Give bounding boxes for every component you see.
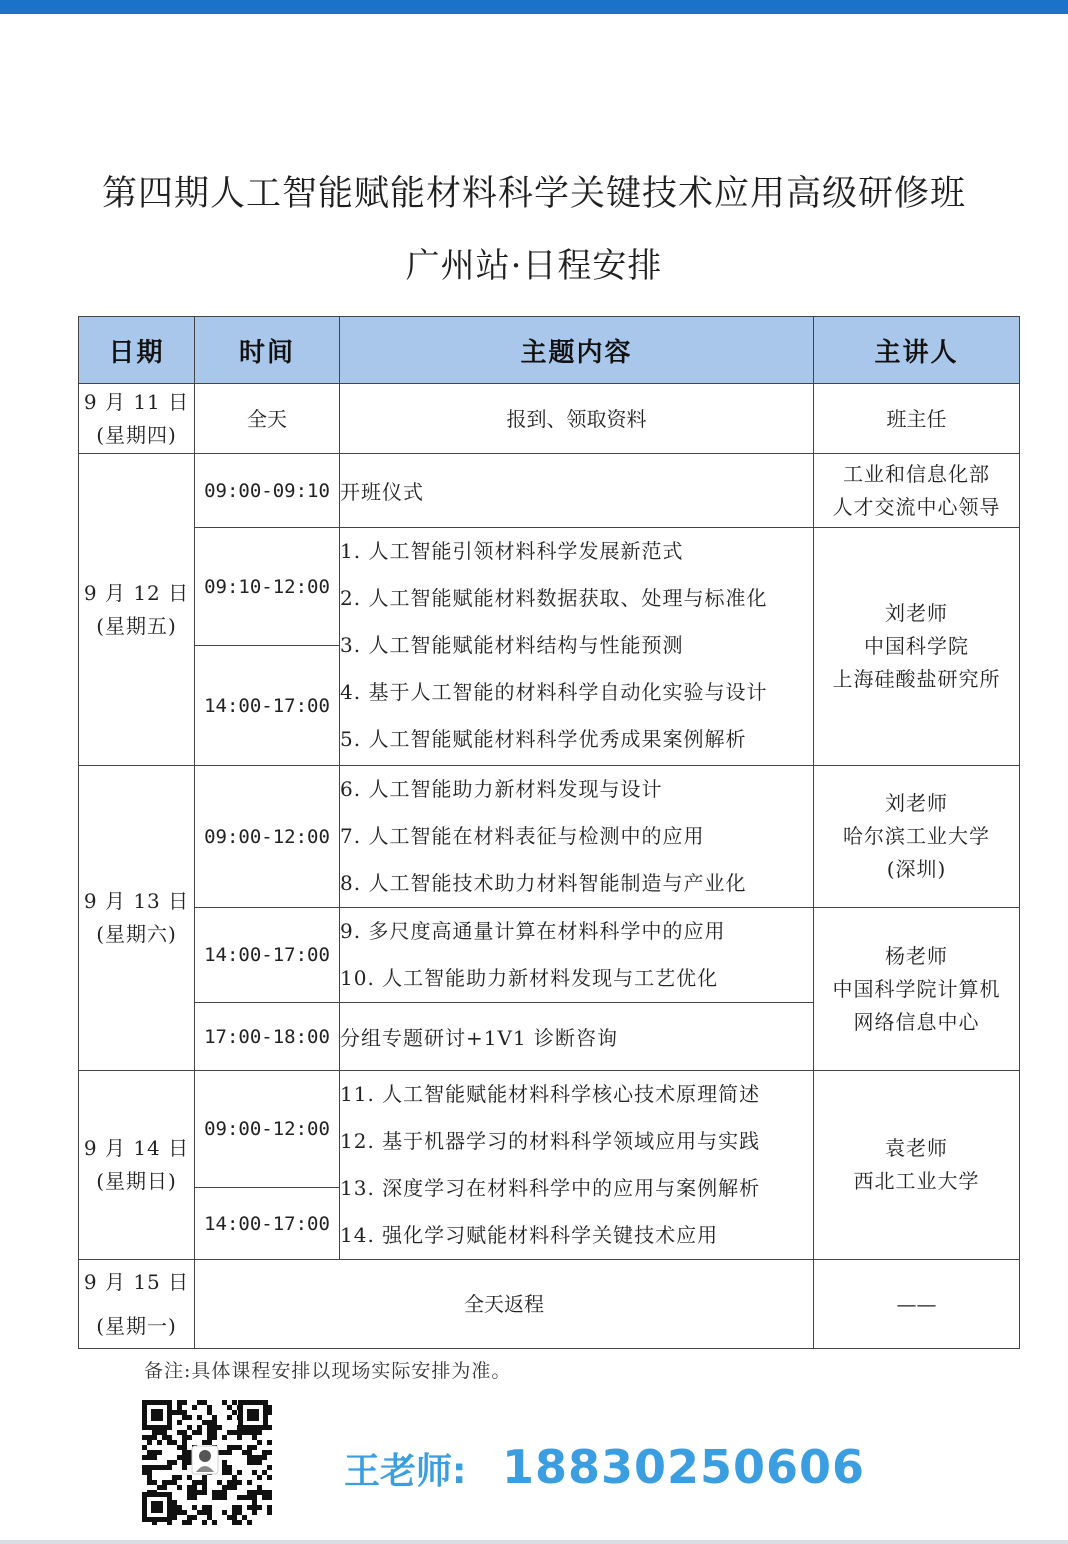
weekday-label: (星期五) (96, 613, 177, 638)
topic-item: 11. 人工智能赋能材料科学核心技术原理简述 (340, 1082, 761, 1106)
header-date: 日期 (79, 317, 195, 384)
speaker-cell: 班主任 (814, 384, 1020, 454)
speaker-line: (深圳) (886, 857, 947, 881)
topic-list-cell (340, 1071, 814, 1260)
topic-item: 7. 人工智能在材料表征与检测中的应用 (340, 824, 705, 848)
schedule-note: 备注:具体课程安排以现场实际安排为准。 (144, 1360, 512, 1382)
table-row (79, 908, 1020, 1003)
date-label: 9 月 11 日 (83, 389, 190, 414)
table-row (79, 1260, 1020, 1349)
table-row (79, 528, 1020, 646)
topic-list-cell (340, 908, 814, 1003)
time-cell: 14:00-17:00 (195, 1188, 340, 1260)
top-accent-bar (0, 0, 1068, 14)
speaker-cell (814, 528, 1020, 766)
date-cell (79, 454, 195, 766)
weekday-label: (星期一) (96, 1314, 177, 1338)
topic-item: 8. 人工智能技术助力材料智能制造与产业化 (340, 871, 747, 895)
speaker-line: 袁老师 (885, 1136, 948, 1160)
topic-item: 12. 基于机器学习的材料科学领域应用与实践 (340, 1129, 761, 1153)
speaker-line: 网络信息中心 (853, 1009, 980, 1034)
speaker-line: 西北工业大学 (853, 1169, 980, 1193)
topic-item: 14. 强化学习赋能材料科学关键技术应用 (340, 1223, 719, 1247)
page-title: 第四期人工智能赋能材料科学关键技术应用高级研修班 (101, 174, 966, 214)
speaker-line: 中国科学院计算机 (832, 976, 1001, 1001)
topic-list-cell (340, 766, 814, 908)
qr-code-icon (138, 1396, 272, 1526)
time-cell: 14:00-17:00 (195, 908, 340, 1003)
date-cell (79, 1260, 195, 1349)
date-cell (79, 384, 195, 454)
speaker-cell (814, 908, 1020, 1071)
topic-item: 6. 人工智能助力新材料发现与设计 (340, 777, 663, 801)
topic-item: 3. 人工智能赋能材料结构与性能预测 (340, 633, 684, 657)
topic-item: 4. 基于人工智能的材料科学自动化实验与设计 (340, 680, 768, 704)
table-row (79, 766, 1020, 908)
time-cell: 14:00-17:00 (195, 646, 340, 766)
time-cell: 17:00-18:00 (195, 1003, 340, 1071)
speaker-line: 刘老师 (885, 601, 948, 625)
topic-item: 5. 人工智能赋能材料科学优秀成果案例解析 (340, 727, 747, 751)
topic-item: 2. 人工智能赋能材料数据获取、处理与标准化 (340, 586, 768, 610)
speaker-line: 刘老师 (885, 791, 948, 815)
table-row (79, 454, 1020, 528)
topic-item: 10. 人工智能助力新材料发现与工艺优化 (340, 966, 719, 990)
topic-cell: 报到、领取资料 (340, 384, 814, 454)
topic-item: 13. 深度学习在材料科学中的应用与案例解析 (340, 1176, 761, 1200)
bottom-bar (0, 1540, 1068, 1544)
table-header-row (79, 317, 1020, 384)
table-row (79, 1071, 1020, 1188)
topic-item: 9. 多尺度高通量计算在材料科学中的应用 (340, 919, 726, 943)
date-label: 9 月 14 日 (83, 1136, 190, 1160)
date-label: 9 月 15 日 (83, 1270, 190, 1294)
topic-cell: 分组专题研讨+1V1 诊断咨询 (340, 1003, 814, 1071)
speaker-line: 哈尔滨工业大学 (843, 824, 990, 848)
header-time: 时间 (195, 317, 340, 384)
speaker-cell: —— (814, 1260, 1020, 1349)
weekday-label: (星期六) (96, 922, 177, 946)
contact-name: 王老师: (344, 1451, 467, 1492)
time-cell: 全天 (195, 384, 340, 454)
topic-item: 1. 人工智能引领材料科学发展新范式 (340, 539, 684, 563)
speaker-line: 人才交流中心领导 (832, 494, 1001, 519)
speaker-cell (814, 454, 1020, 528)
time-cell: 09:10-12:00 (195, 528, 340, 646)
speaker-cell (814, 766, 1020, 908)
date-cell (79, 766, 195, 1071)
date-label: 9 月 12 日 (83, 580, 190, 605)
weekday-label: (星期日) (96, 1169, 177, 1193)
speaker-line: 工业和信息化部 (843, 461, 990, 486)
contact-phone: 18830250606 (501, 1440, 866, 1494)
date-cell (79, 1071, 195, 1260)
date-label: 9 月 13 日 (83, 889, 190, 913)
header-speaker: 主讲人 (814, 317, 1020, 384)
speaker-line: 中国科学院 (864, 634, 969, 658)
speaker-cell (814, 1071, 1020, 1260)
schedule-table (78, 316, 1020, 1349)
speaker-line: 上海硅酸盐研究所 (832, 667, 1001, 691)
speaker-line: 杨老师 (885, 943, 948, 968)
time-cell: 09:00-12:00 (195, 1071, 340, 1188)
header-topic: 主题内容 (340, 317, 814, 384)
time-cell: 09:00-09:10 (195, 454, 340, 528)
contact-info (344, 1440, 865, 1494)
page-subtitle: 广州站·日程安排 (405, 246, 663, 286)
topic-cell: 开班仪式 (340, 454, 814, 528)
table-row (79, 384, 1020, 454)
weekday-label: (星期四) (96, 422, 177, 447)
topic-cell: 全天返程 (195, 1260, 814, 1349)
time-cell: 09:00-12:00 (195, 766, 340, 908)
topic-list-cell (340, 528, 814, 766)
